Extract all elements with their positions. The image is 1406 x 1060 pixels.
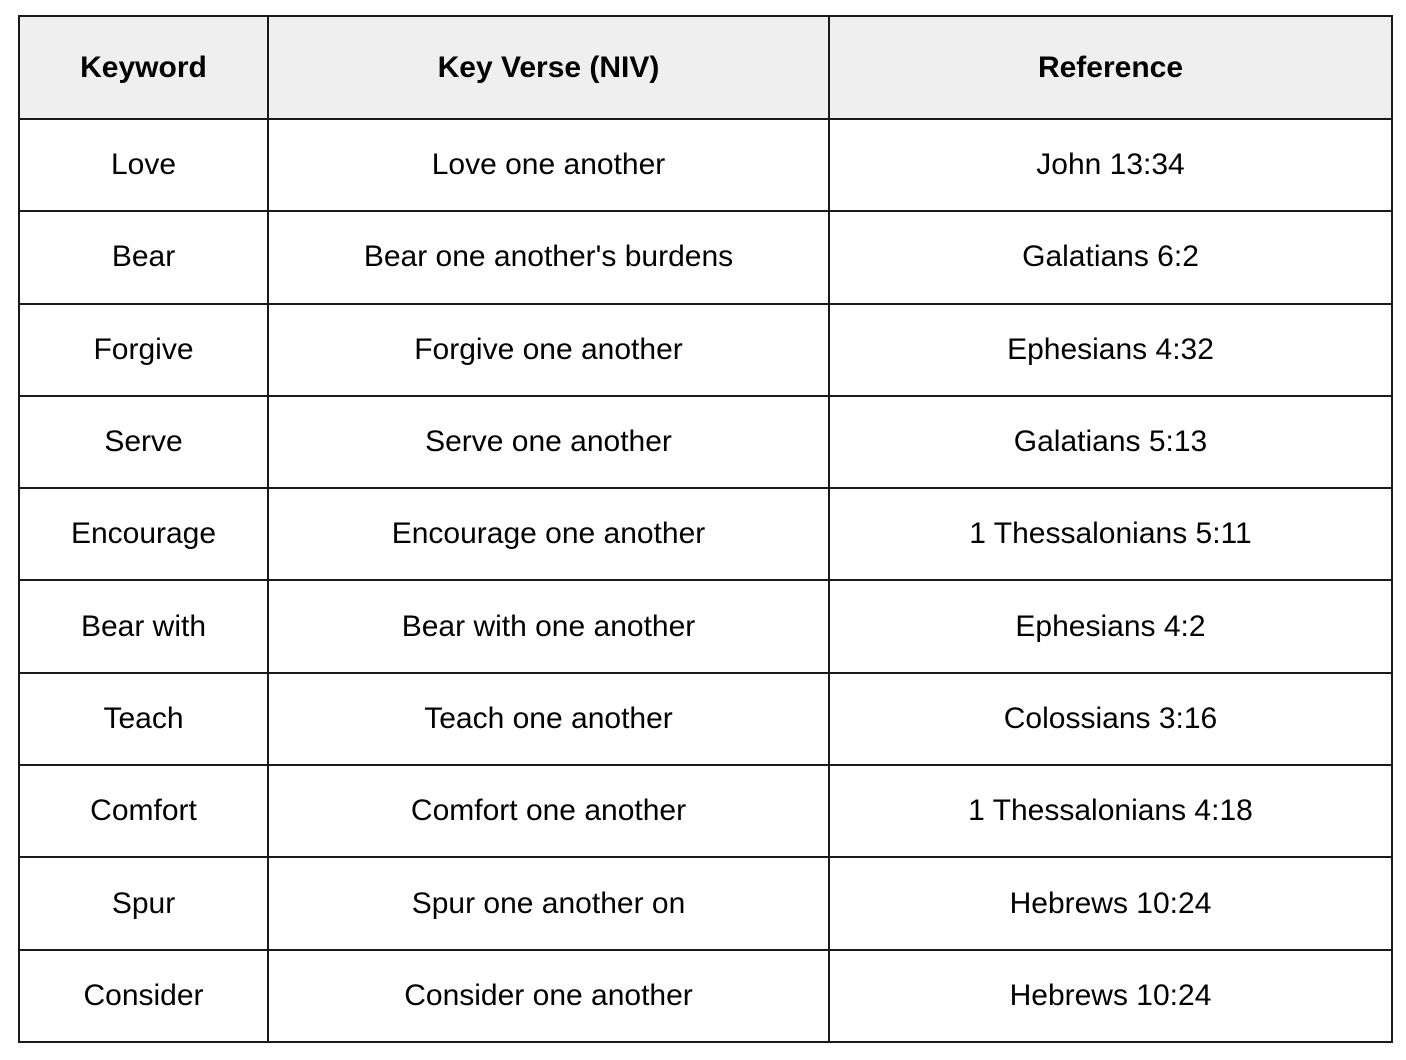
- reference-cell: Hebrews 10:24: [829, 857, 1392, 949]
- keyword-cell: Encourage: [19, 488, 268, 580]
- reference-cell: Hebrews 10:24: [829, 950, 1392, 1042]
- verse-cell: Spur one another on: [268, 857, 829, 949]
- keyword-cell: Teach: [19, 673, 268, 765]
- verse-cell: Consider one another: [268, 950, 829, 1042]
- verse-cell: Bear one another's burdens: [268, 211, 829, 303]
- table-body: [19, 119, 1392, 1042]
- reference-cell: Ephesians 4:32: [829, 304, 1392, 396]
- verse-cell: Encourage one another: [268, 488, 829, 580]
- table-header: [19, 16, 1392, 119]
- verse-cell: Comfort one another: [268, 765, 829, 857]
- table-row: [19, 950, 1392, 1042]
- header-keyword: Keyword: [19, 16, 268, 119]
- verse-cell: Forgive one another: [268, 304, 829, 396]
- table-row: [19, 488, 1392, 580]
- keyword-cell: Forgive: [19, 304, 268, 396]
- keyword-cell: Spur: [19, 857, 268, 949]
- reference-cell: 1 Thessalonians 4:18: [829, 765, 1392, 857]
- keyword-cell: Serve: [19, 396, 268, 488]
- keyword-cell: Comfort: [19, 765, 268, 857]
- table-row: [19, 580, 1392, 672]
- table-row: [19, 765, 1392, 857]
- reference-cell: John 13:34: [829, 119, 1392, 211]
- table-row: [19, 119, 1392, 211]
- header-reference: Reference: [829, 16, 1392, 119]
- header-key-verse: Key Verse (NIV): [268, 16, 829, 119]
- reference-cell: Colossians 3:16: [829, 673, 1392, 765]
- keyword-cell: Consider: [19, 950, 268, 1042]
- verse-table: [18, 15, 1393, 1043]
- keyword-cell: Bear with: [19, 580, 268, 672]
- reference-cell: Ephesians 4:2: [829, 580, 1392, 672]
- keyword-cell: Bear: [19, 211, 268, 303]
- verse-cell: Bear with one another: [268, 580, 829, 672]
- reference-cell: 1 Thessalonians 5:11: [829, 488, 1392, 580]
- table-row: [19, 396, 1392, 488]
- reference-cell: Galatians 5:13: [829, 396, 1392, 488]
- verse-cell: Serve one another: [268, 396, 829, 488]
- table-row: [19, 211, 1392, 303]
- verse-cell: Teach one another: [268, 673, 829, 765]
- reference-cell: Galatians 6:2: [829, 211, 1392, 303]
- table-row: [19, 673, 1392, 765]
- header-row: [19, 16, 1392, 119]
- table-row: [19, 304, 1392, 396]
- keyword-cell: Love: [19, 119, 268, 211]
- verse-cell: Love one another: [268, 119, 829, 211]
- table-row: [19, 857, 1392, 949]
